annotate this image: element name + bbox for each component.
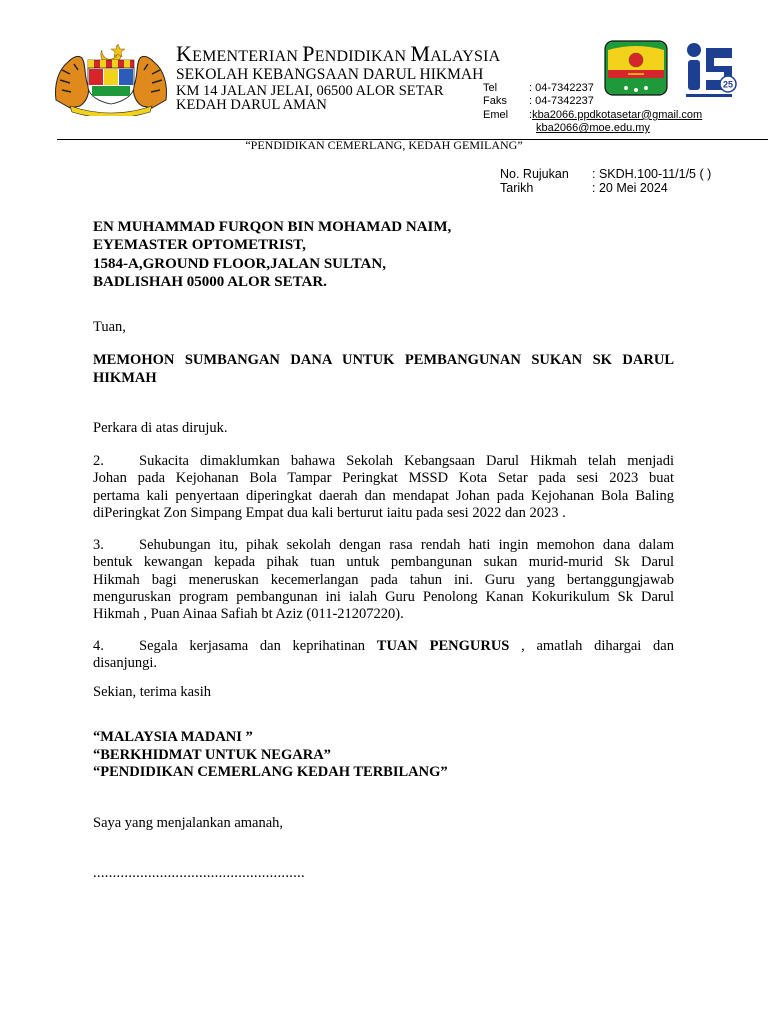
email-link-2[interactable]: kba2066@moe.edu.my	[536, 122, 650, 135]
tel-label: Tel	[483, 82, 498, 94]
tel-value: : 04-7342237	[529, 82, 594, 94]
signoff-line: Saya yang menjalankan amanah,	[93, 815, 284, 831]
reference-value: : SKDH.100-11/1/5 ( )	[592, 167, 712, 181]
fax-label: Faks	[483, 95, 507, 108]
letter-subject: MEMOHON SUMBANGAN DANA UNTUK PEMBANGUNAN SUKAN SK DARUL HIKMAH	[93, 352, 674, 386]
ministry-name: KEMENTERIAN PENDIDIKAN MALAYSIA	[176, 41, 501, 66]
tuan-pengurus-bold: TUAN PENGURUS	[376, 638, 510, 654]
ppd-logo	[680, 40, 738, 102]
closing-line: Sekian, terima kasih	[93, 684, 211, 700]
school-address-line-2: KEDAH DARUL AMAN	[176, 97, 327, 113]
coat-of-arms-logo	[50, 40, 172, 116]
paragraph-2: 2. Sukacita dimaklumkan bahawa Sekolah Kebangsaan Darul Hikmah telah menjadi Johan pada Kejohanan Bola Tampar Peringkat MSSD Kota Setar pada sesi 2023 buat pertama kali penyertaan diperingkat daerah dan mendapat Johan pada Kejohanan Bola Baling diPeringkat Zon Simpang Empat dua kali berturut iaitu pada sesi 2022 dan 2023 .	[93, 453, 674, 521]
reference-block	[500, 167, 711, 195]
state-motto: “PENDIDIKAN CEMERLANG, KEDAH GEMILANG”	[245, 138, 523, 152]
school-address-line-1: KM 14 JALAN JELAI, 06500 ALOR SETAR	[176, 83, 444, 99]
school-logo	[604, 40, 668, 96]
recipient-line: EN MUHAMMAD FURQON BIN MOHAMAD NAIM,	[93, 219, 452, 235]
paragraph-3: 3. Sehubungan itu, pihak sekolah dengan rasa rendah hati ingin memohon dana dalam bentuk kewangan kepada pihak tuan untuk pembangunan sukan murid-murid Sk Darul Hikmah bagi meneruskan kecemerlangan pada tahun ini. Guru yang bertanggungjawab menguruskan program pembangunan ini ialah Guru Penolong Kanan Kokurikulum Sk Darul Hikmah , Puan Ainaa Safiah bt Aziz (011-21207220).	[93, 537, 674, 623]
recipient-address	[93, 218, 451, 291]
ppd-logo-number: 25	[722, 79, 734, 90]
recipient-line: BADLISHAH 05000 ALOR SETAR.	[93, 273, 327, 290]
fax-value: : 04-7342237	[529, 95, 594, 108]
date-label: Tarikh	[500, 181, 534, 195]
date-value: : 20 Mei 2024	[592, 181, 668, 195]
salutation: Tuan,	[93, 319, 126, 335]
school-name: SEKOLAH KEBANGSAAN DARUL HIKMAH	[176, 66, 484, 83]
email-link-1[interactable]: kba2066.ppdkotasetar@gmail.com	[532, 108, 703, 121]
recipient-line: 1584-A,GROUND FLOOR,JALAN SULTAN,	[93, 255, 386, 272]
email-label: Emel	[483, 108, 509, 121]
signature-line: ......................................................	[93, 865, 305, 881]
reference-label: No. Rujukan	[500, 167, 569, 181]
slogan-line: “MALAYSIA MADANI ”	[93, 729, 253, 745]
slogan-line: “BERKHIDMAT UNTUK NEGARA”	[93, 746, 331, 763]
paragraph-4: 4. Segala kerjasama dan keprihatinan TUAN PENGURUS , amatlah dihargai dan disanjungi.	[93, 638, 674, 672]
slogan-line: “PENDIDIKAN CEMERLANG KEDAH TERBILANG”	[93, 764, 448, 780]
contact-info: Tel : 04-7342237 Faks : 04-7342237 Emel : kba2066.ppdkotasetar@gmail.com kba2066@moe.edu.my	[483, 82, 703, 135]
recipient-line: EYEMASTER OPTOMETRIST,	[93, 237, 306, 254]
slogans-block	[93, 729, 448, 782]
intro-line: Perkara di atas dirujuk.	[93, 420, 228, 436]
